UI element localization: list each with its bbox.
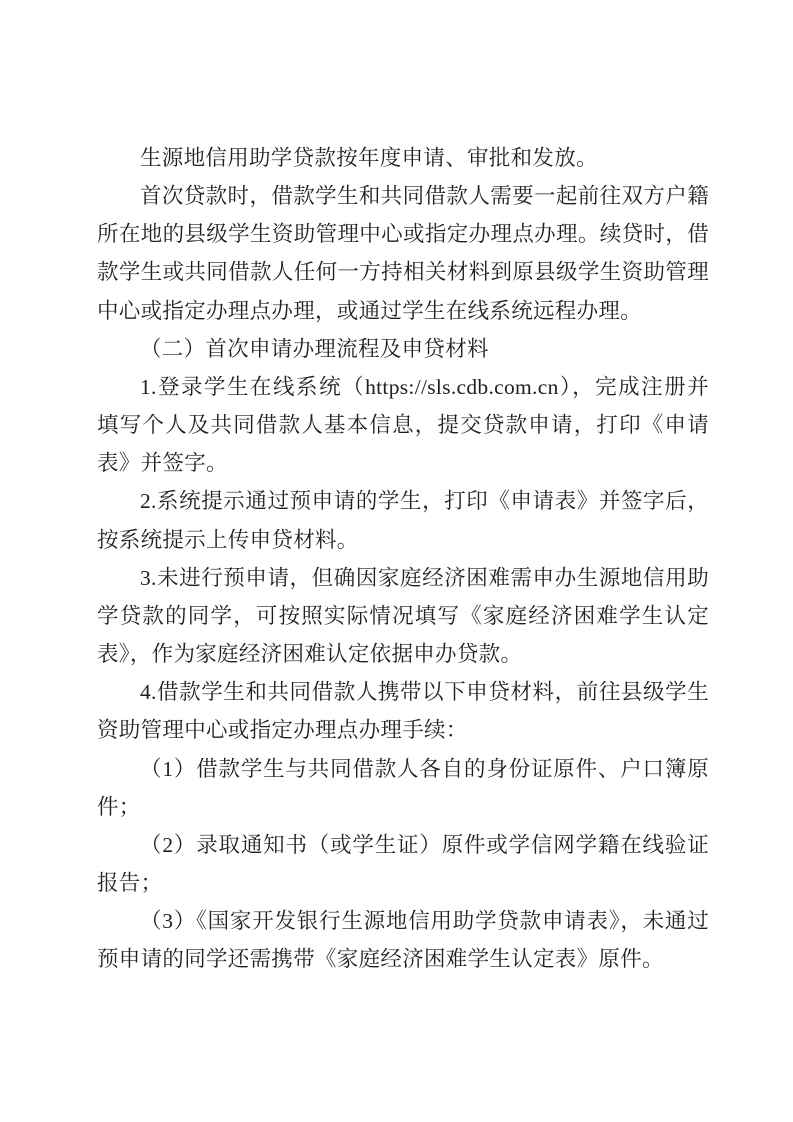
list-item-3-application-form: （3）《国家开发银行生源地信用助学贷款申请表》，未通过预申请的同学还需携带《家庭经济困难学生认定表》原件。 xyxy=(97,909,709,972)
list-item-2-admission-notice: （2）录取通知书（或学生证）原件或学信网学籍在线验证报告； xyxy=(97,832,709,895)
paragraph-step1-register-online: 1.登录学生在线系统（https://sls.cdb.com.cn），完成注册并填写个人及共同借款人基本信息，提交贷款申请，打印《申请表》并签字。 xyxy=(97,374,709,476)
section-heading-first-application: （二）首次申请办理流程及申贷材料 xyxy=(140,336,489,361)
list-item-1-id-documents: （1）借款学生与共同借款人各自的身份证原件、户口簿原件； xyxy=(97,756,709,819)
paragraph-first-loan-locations: 首次贷款时，借款学生和共同借款人需要一起前往双方户籍所在地的县级学生资助管理中心或指定办理点办理。续贷时，借款学生或共同借款人任何一方持相关材料到原县级学生资助管理中心或指定办理点办理，或通过学生在线系统远程办理。 xyxy=(97,184,709,323)
document-body xyxy=(97,139,709,978)
paragraph-step2-print-and-sign: 2.系统提示通过预申请的学生，打印《申请表》并签字后，按系统提示上传申贷材料。 xyxy=(97,489,709,552)
paragraph-step4-bring-materials: 4.借款学生和共同借款人携带以下申贷材料，前往县级学生资助管理中心或指定办理点办理手续： xyxy=(97,680,709,743)
paragraph-step3-no-preapplication: 3.未进行预申请，但确因家庭经济困难需申办生源地信用助学贷款的同学，可按照实际情况填写《家庭经济困难学生认定表》，作为家庭经济困难认定依据申办贷款。 xyxy=(97,565,709,667)
paragraph-annual-application: 生源地信用助学贷款按年度申请、审批和发放。 xyxy=(140,146,598,170)
